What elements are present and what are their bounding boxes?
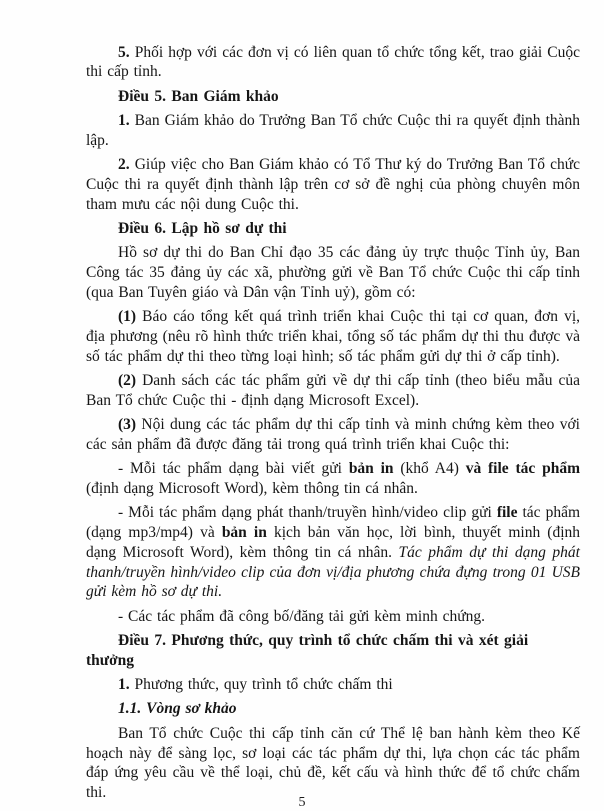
text-segment: (khổ A4)	[393, 460, 466, 478]
text-segment: 5.	[118, 43, 135, 61]
text-segment: file	[496, 504, 518, 522]
text-segment: bản in	[348, 460, 394, 478]
text-segment: (3)	[118, 416, 142, 434]
text-segment: 2.	[118, 155, 135, 173]
subheading-1-1-vong-so-khao	[86, 699, 580, 719]
text-segment: Báo cáo tổng kết quá trình triển khai Cuộc thi tại cơ quan, đơn vị, địa phương (nêu rõ hình thức triển khai, tổng số tác phẩm dự thi thu được và số tác phẩm dự thi theo từng loại hình; số tác phẩm gửi dự thi ở cấp tỉnh).	[86, 308, 580, 365]
text-segment: Hồ sơ dự thi do Ban Chỉ đạo 35 các đảng ủy trực thuộc Tỉnh ủy, Ban Công tác 35 đảng ủy các xã, phường gửi về Ban Tổ chức Cuộc thi cấp tỉnh (qua Ban Tuyên giáo và Dân vận Tỉnh uỷ), gồm có:	[86, 244, 580, 301]
text-segment: - Các tác phẩm đã công bố/đăng tải gửi kèm minh chứng.	[118, 607, 485, 625]
paragraph-item-2	[86, 155, 580, 214]
text-segment: Ban Tổ chức Cuộc thi cấp tỉnh căn cứ Thể lệ ban hành kèm theo Kế hoạch này để sàng lọc, sơ loại các tác phẩm dự thi, lựa chọn các tác phẩm đáp ứng yêu cầu về thể loại, chủ đề, kết cấu và hình thức để tổ chức chấm thi.	[86, 724, 580, 802]
paragraph-item-bracket-3	[86, 415, 580, 455]
paragraph-item-5	[86, 43, 580, 83]
text-segment: 1.	[118, 111, 135, 129]
heading-dieu-7	[86, 631, 580, 671]
document-body	[86, 38, 580, 807]
paragraph-ho-so	[86, 243, 580, 302]
page-number: 5	[298, 795, 306, 810]
text-segment: Phương thức, quy trình tổ chức chấm thi	[134, 676, 393, 694]
text-segment: Giúp việc cho Ban Giám khảo có Tổ Thư ký do Trưởng Ban Tổ chức Cuộc thi ra quyết định thành lập trên cơ sở đề nghị của phòng chuyên môn tham mưu các nội dung Cuộc thi.	[86, 155, 581, 213]
text-segment: (1)	[118, 308, 143, 326]
text-segment: - Mỗi tác phẩm dạng phát thanh/truyền hình/video clip gửi	[118, 504, 497, 522]
text-segment: 1.1. Vòng sơ khảo	[118, 700, 237, 718]
text-segment: Nội dung các tác phẩm dự thi cấp tỉnh và minh chứng kèm theo với các sản phẩm đã được đăng tải trong quá trình triển khai Cuộc thi:	[86, 416, 580, 453]
text-segment: bản in	[221, 524, 267, 542]
paragraph-item-bracket-1	[86, 307, 580, 366]
paragraph-item-1	[86, 111, 580, 151]
text-segment: kịch bản văn học, lời bình, thuyết minh (định dạng Microsoft Word), kèm thông tin cá nhân.	[86, 524, 581, 561]
text-segment: Điều 6. Lập hồ sơ dự thi	[118, 219, 287, 237]
heading-dieu-5	[86, 87, 580, 107]
paragraph-vong-so-khao-body	[86, 724, 580, 803]
text-segment: 1.	[118, 676, 135, 694]
paragraph-item-bracket-2	[86, 371, 580, 411]
text-segment: (định dạng Microsoft Word), kèm thông tin cá nhân.	[86, 479, 418, 497]
text-segment: Ban Giám khảo do Trưởng Ban Tổ chức Cuộc thi ra quyết định thành lập.	[86, 111, 581, 149]
text-segment: Tác phẩm dự thi dạng phát thanh/truyền hình/video clip của đơn vị/địa phương chứa đựng trong 01 USB gửi kèm hồ sơ dự thi.	[86, 543, 580, 601]
text-segment: Điều 5. Ban Giám khảo	[118, 87, 279, 105]
paragraph-dash-bai-viet	[86, 459, 580, 499]
text-segment: Danh sách các tác phẩm gửi về dự thi cấp tỉnh (theo biểu mẫu của Ban Tổ chức Cuộc thi - định dạng Microsoft Excel).	[86, 371, 580, 409]
text-segment: và file tác phẩm	[465, 460, 580, 478]
text-segment: (2)	[118, 371, 143, 389]
paragraph-dash-phat-thanh	[86, 503, 580, 602]
heading-dieu-6	[86, 219, 580, 239]
text-segment: tác phẩm (dạng mp3/mp4) và	[86, 504, 580, 542]
text-segment: - Mỗi tác phẩm dạng bài viết gửi	[118, 460, 349, 478]
text-segment: Phối hợp với các đơn vị có liên quan tổ chức tổng kết, trao giải Cuộc thi cấp tỉnh.	[86, 43, 580, 81]
text-segment: Điều 7. Phương thức, quy trình tổ chức chấm thi và xét giải thưởng	[86, 632, 529, 669]
paragraph-item-1-phuong-thuc	[86, 675, 580, 695]
paragraph-dash-cong-bo	[86, 607, 580, 627]
